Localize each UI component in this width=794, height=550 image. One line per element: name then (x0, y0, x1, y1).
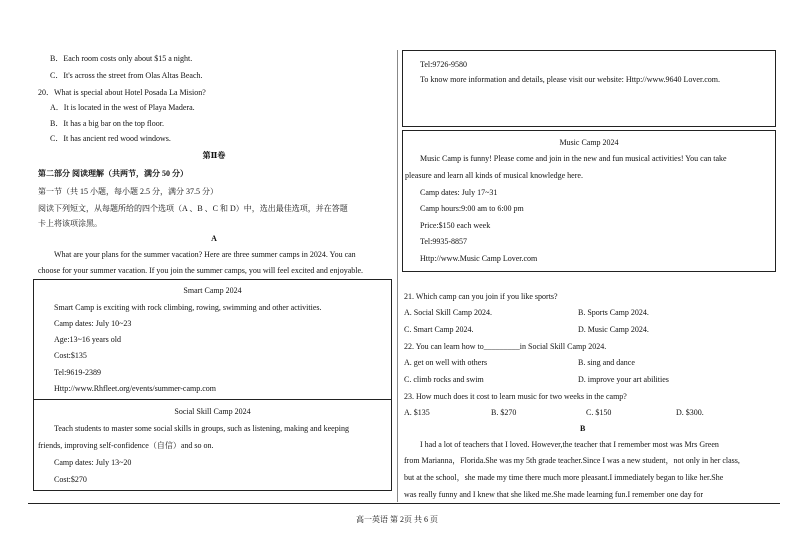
q21-option-a: A. Social Skill Camp 2024. (404, 308, 492, 317)
music-camp-description-1: Music Camp is funny! Please come and join in the new and fun musical activities! You can take (420, 154, 727, 163)
instructions-line-1: 阅读下列短文，从每题所给的四个选项（A 、B 、C 和 D）中，选出最佳选项，并在答题 (38, 204, 348, 213)
social-skill-camp-description-2: friends, improving self-confidence（自信）and so on. (38, 441, 214, 450)
social-skill-camp-title: Social Skill Camp 2024 (174, 407, 251, 416)
page-footer: 高一英语 第 2页 共 6 页 (356, 515, 438, 524)
social-skill-camp-cost: Cost:$270 (54, 475, 87, 484)
volume-title: 第Ⅱ卷 (202, 151, 226, 160)
sports-camp-website: To know more information and details, please visit our website: Http://www.9640 Lover.com. (420, 75, 720, 84)
q22-option-c: C. climb rocks and swim (404, 375, 484, 384)
q23-option-d: D. $300. (676, 408, 704, 417)
q23-option-c: C. $150 (586, 408, 612, 417)
smart-camp-tel: Tel:9619-2389 (54, 368, 101, 377)
q19-option-b: B．Each room costs only about $15 a night. (50, 54, 193, 63)
music-camp-hours: Camp hours:9:00 am to 6:00 pm (420, 204, 524, 213)
q23-option-a: A. $135 (404, 408, 430, 417)
music-camp-tel: Tel:9935-8857 (420, 237, 467, 246)
q23-option-b: B. $270 (491, 408, 517, 417)
smart-camp-website: Http://www.Rhfleet.org/events/summer-camp.com (54, 384, 217, 393)
q20-option-c: C．It has ancient red wood windows. (50, 134, 171, 143)
section1-heading: 第一节（共 15 小题，每小题 2.5 分，满分 37.5 分） (38, 187, 218, 196)
q19-option-c: C．It's across the street from Olas Altas Beach. (50, 71, 203, 80)
part2-heading: 第二部分 阅读理解（共两节，满分 50 分） (38, 169, 188, 178)
passage-b-line-4: was really funny and I knew that she liked me.She made learning fun.I remember one day for (404, 490, 704, 499)
footer-rule (28, 503, 780, 504)
passage-b-line-2: from Marianna，Florida.She was my 5th grade teacher.Since I was a new student，not only in her class, (404, 456, 740, 465)
q22-question: 22. You can learn how to_________in Social Skill Camp 2024. (404, 342, 607, 351)
instructions-line-2: 卡上将该项涂黑。 (38, 219, 102, 228)
q21-option-c: C. Smart Camp 2024. (404, 325, 474, 334)
passage-a-label: A (211, 234, 217, 243)
sports-camp-box-continued (402, 50, 776, 127)
q21-question: 21. Which camp can you join if you like sports? (404, 292, 558, 301)
music-camp-box (402, 130, 776, 272)
q22-option-b: B. sing and dance (578, 358, 635, 367)
q20-question: 20．What is special about Hotel Posada La Mision? (38, 88, 206, 97)
sports-camp-tel: Tel:9726-9580 (420, 60, 467, 69)
music-camp-website: Http://www.Music Camp Lover.com (420, 254, 538, 263)
music-camp-dates: Camp dates: July 17~31 (420, 188, 498, 197)
music-camp-price: Price:$150 each week (420, 221, 491, 230)
social-skill-camp-description-1: Teach students to master some social skills in groups, such as listening, making and keeping (54, 424, 349, 433)
q23-question: 23. How much does it cost to learn music for two weeks in the camp? (404, 392, 627, 401)
passage-b-line-3: but at the school，she made my time there much more pleasant.I immediately began to like her.She (404, 473, 724, 482)
smart-camp-age: Age:13~16 years old (54, 335, 121, 344)
q22-option-d: D. improve your art abilities (578, 375, 669, 384)
q20-option-b: B．It has a big bar on the top floor. (50, 119, 164, 128)
smart-camp-box (33, 279, 392, 400)
smart-camp-title: Smart Camp 2024 (183, 286, 242, 295)
social-skill-camp-dates: Camp dates: July 13~20 (54, 458, 132, 467)
smart-camp-description: Smart Camp is exciting with rock climbing, rowing, swimming and other activities. (54, 303, 322, 312)
column-divider (397, 50, 398, 502)
q20-option-a: A．It is located in the west of Playa Madera. (50, 103, 195, 112)
q21-option-b: B. Sports Camp 2024. (578, 308, 649, 317)
passage-b-label: B (580, 424, 586, 433)
social-skill-camp-box (33, 399, 392, 491)
smart-camp-cost: Cost:$135 (54, 351, 87, 360)
music-camp-title: Music Camp 2024 (559, 138, 619, 147)
passage-b-line-1: I had a lot of teachers that I loved. However,the teacher that I remember most was Mrs Green (420, 440, 719, 449)
q22-option-a: A. get on well with others (404, 358, 488, 367)
passage-a-intro-2: choose for your summer vacation. If you join the summer camps, you will feel excited and enjoyable. (38, 266, 364, 275)
music-camp-description-2: pleasure and learn all kinds of musical knowledge here. (405, 171, 583, 180)
q21-option-d: D. Music Camp 2024. (578, 325, 649, 334)
passage-a-intro-1: What are your plans for the summer vacation? Here are three summer camps in 2024. You can (54, 250, 356, 259)
smart-camp-dates: Camp dates: July 10~23 (54, 319, 132, 328)
